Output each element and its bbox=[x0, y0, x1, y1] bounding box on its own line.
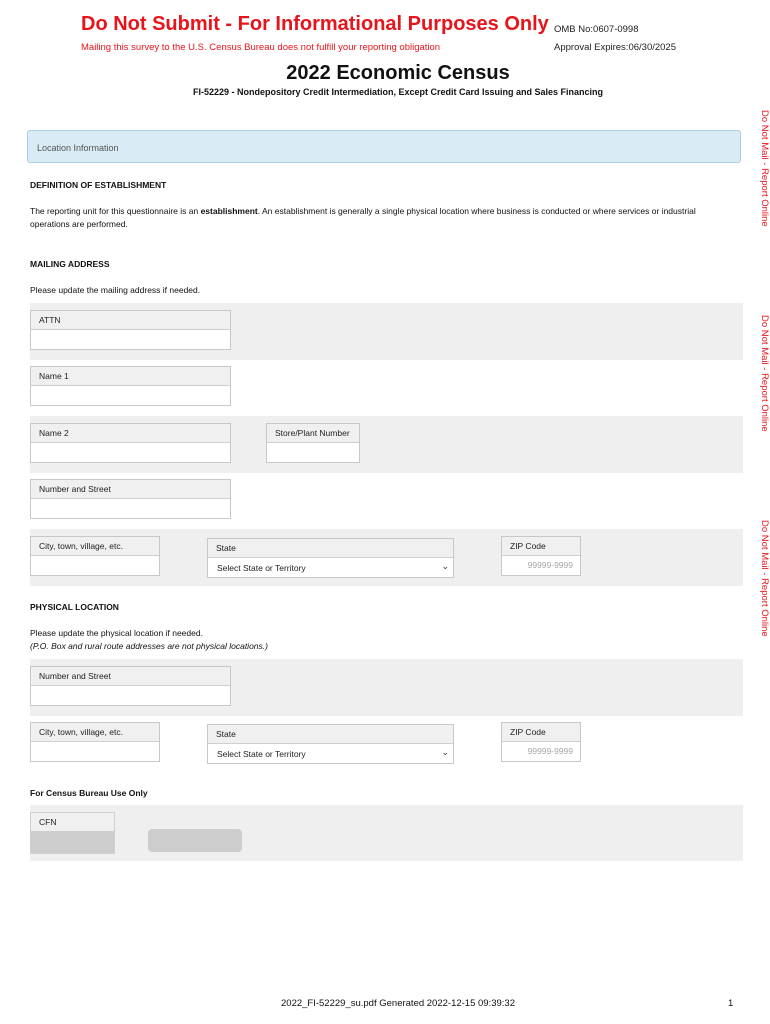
physical-zip-input[interactable] bbox=[502, 742, 580, 761]
mailing-street-label: Number and Street bbox=[31, 480, 230, 499]
name1-label: Name 1 bbox=[31, 367, 230, 386]
physical-state-label: State bbox=[208, 725, 453, 744]
mailing-street-input[interactable] bbox=[31, 499, 230, 518]
physical-city-label: City, town, village, etc. bbox=[31, 723, 159, 742]
physical-city-row bbox=[30, 716, 743, 772]
cfn-label: CFN bbox=[31, 813, 114, 832]
mailing-address-instruction: Please update the mailing address if needed. bbox=[30, 285, 201, 295]
definition-heading: DEFINITION OF ESTABLISHMENT bbox=[30, 180, 167, 190]
name1-field[interactable] bbox=[30, 366, 231, 406]
physical-city-input[interactable] bbox=[31, 742, 159, 761]
physical-state-value: Select State or Territory bbox=[217, 749, 306, 759]
physical-street-input[interactable] bbox=[31, 686, 230, 705]
mailing-street-row bbox=[30, 473, 743, 529]
footer-generated: 2022_FI-52229_su.pdf Generated 2022-12-15 09:39:32 bbox=[281, 998, 515, 1009]
physical-zip-label: ZIP Code bbox=[502, 723, 580, 742]
physical-zip-field[interactable] bbox=[501, 722, 581, 762]
census-use-field bbox=[148, 829, 242, 852]
location-information-bar bbox=[27, 130, 741, 163]
cfn-field bbox=[30, 812, 115, 854]
physical-street-row bbox=[30, 659, 743, 716]
definition-text bbox=[30, 205, 730, 231]
name1-input[interactable] bbox=[31, 386, 230, 405]
mailing-city-row bbox=[30, 529, 743, 586]
mailing-state-select[interactable] bbox=[208, 558, 453, 577]
physical-city-field[interactable] bbox=[30, 722, 160, 762]
warning-subtitle: Mailing this survey to the U.S. Census Bureau does not fulfill your reporting obligation bbox=[81, 42, 441, 53]
mailing-city-label: City, town, village, etc. bbox=[31, 537, 159, 556]
physical-street-label: Number and Street bbox=[31, 667, 230, 686]
page-title: 2022 Economic Census bbox=[286, 62, 510, 84]
mailing-city-field[interactable] bbox=[30, 536, 160, 576]
mailing-zip-placeholder: 99999-9999 bbox=[527, 560, 573, 570]
warning-title: Do Not Submit - For Informational Purposes Only bbox=[81, 13, 549, 35]
store-plant-field[interactable] bbox=[266, 423, 360, 463]
form-subtitle: FI-52229 - Nondepository Credit Intermediation, Except Credit Card Issuing and Sales Financing bbox=[192, 87, 604, 97]
attn-label: ATTN bbox=[31, 311, 230, 330]
chevron-down-icon: ⌄ bbox=[441, 561, 449, 571]
physical-location-heading: PHYSICAL LOCATION bbox=[30, 602, 119, 612]
census-use-row bbox=[30, 805, 743, 861]
definition-text-part: The reporting unit for this questionnaire is an bbox=[30, 206, 201, 216]
mailing-state-value: Select State or Territory bbox=[217, 563, 306, 573]
physical-state-select[interactable] bbox=[208, 744, 453, 763]
store-plant-input[interactable] bbox=[267, 443, 359, 462]
physical-zip-placeholder: 99999-9999 bbox=[527, 746, 573, 756]
name2-input[interactable] bbox=[31, 443, 230, 462]
approval-expiry: Approval Expires:06/30/2025 bbox=[554, 42, 676, 53]
physical-street-field[interactable] bbox=[30, 666, 231, 706]
name2-field[interactable] bbox=[30, 423, 231, 463]
mailing-attn-row bbox=[30, 303, 743, 360]
chevron-down-icon: ⌄ bbox=[441, 747, 449, 757]
mailing-street-field[interactable] bbox=[30, 479, 231, 519]
mailing-zip-label: ZIP Code bbox=[502, 537, 580, 556]
side-notice: Do Not Mail - Report Online bbox=[759, 315, 770, 432]
definition-text-part: . An establishment is generally a single physical location where business is conducted or where services or industrial operations are performed. bbox=[30, 206, 696, 229]
mailing-address-heading: MAILING ADDRESS bbox=[30, 259, 110, 269]
attn-input[interactable] bbox=[31, 330, 230, 349]
mailing-state-field[interactable] bbox=[207, 538, 454, 578]
definition-text-bold: establishment bbox=[200, 206, 258, 216]
physical-location-instruction: Please update the physical location if needed. bbox=[30, 628, 203, 638]
omb-number: OMB No:0607-0998 bbox=[554, 24, 639, 35]
mailing-city-input[interactable] bbox=[31, 556, 159, 575]
mailing-zip-field[interactable] bbox=[501, 536, 581, 576]
census-use-heading: For Census Bureau Use Only bbox=[30, 788, 148, 798]
mailing-name2-row bbox=[30, 416, 743, 473]
mailing-state-label: State bbox=[208, 539, 453, 558]
side-notice: Do Not Mail - Report Online bbox=[759, 520, 770, 637]
name2-label: Name 2 bbox=[31, 424, 230, 443]
side-notice: Do Not Mail - Report Online bbox=[759, 110, 770, 227]
cfn-input bbox=[31, 832, 114, 853]
mailing-zip-input[interactable] bbox=[502, 556, 580, 575]
store-plant-label: Store/Plant Number bbox=[267, 424, 359, 443]
location-information-label: Location Information bbox=[37, 143, 119, 153]
attn-field[interactable] bbox=[30, 310, 231, 350]
physical-state-field[interactable] bbox=[207, 724, 454, 764]
physical-location-note: (P.O. Box and rural route addresses are not physical locations.) bbox=[30, 641, 268, 651]
page-number: 1 bbox=[728, 998, 734, 1009]
mailing-name1-row bbox=[30, 360, 743, 416]
